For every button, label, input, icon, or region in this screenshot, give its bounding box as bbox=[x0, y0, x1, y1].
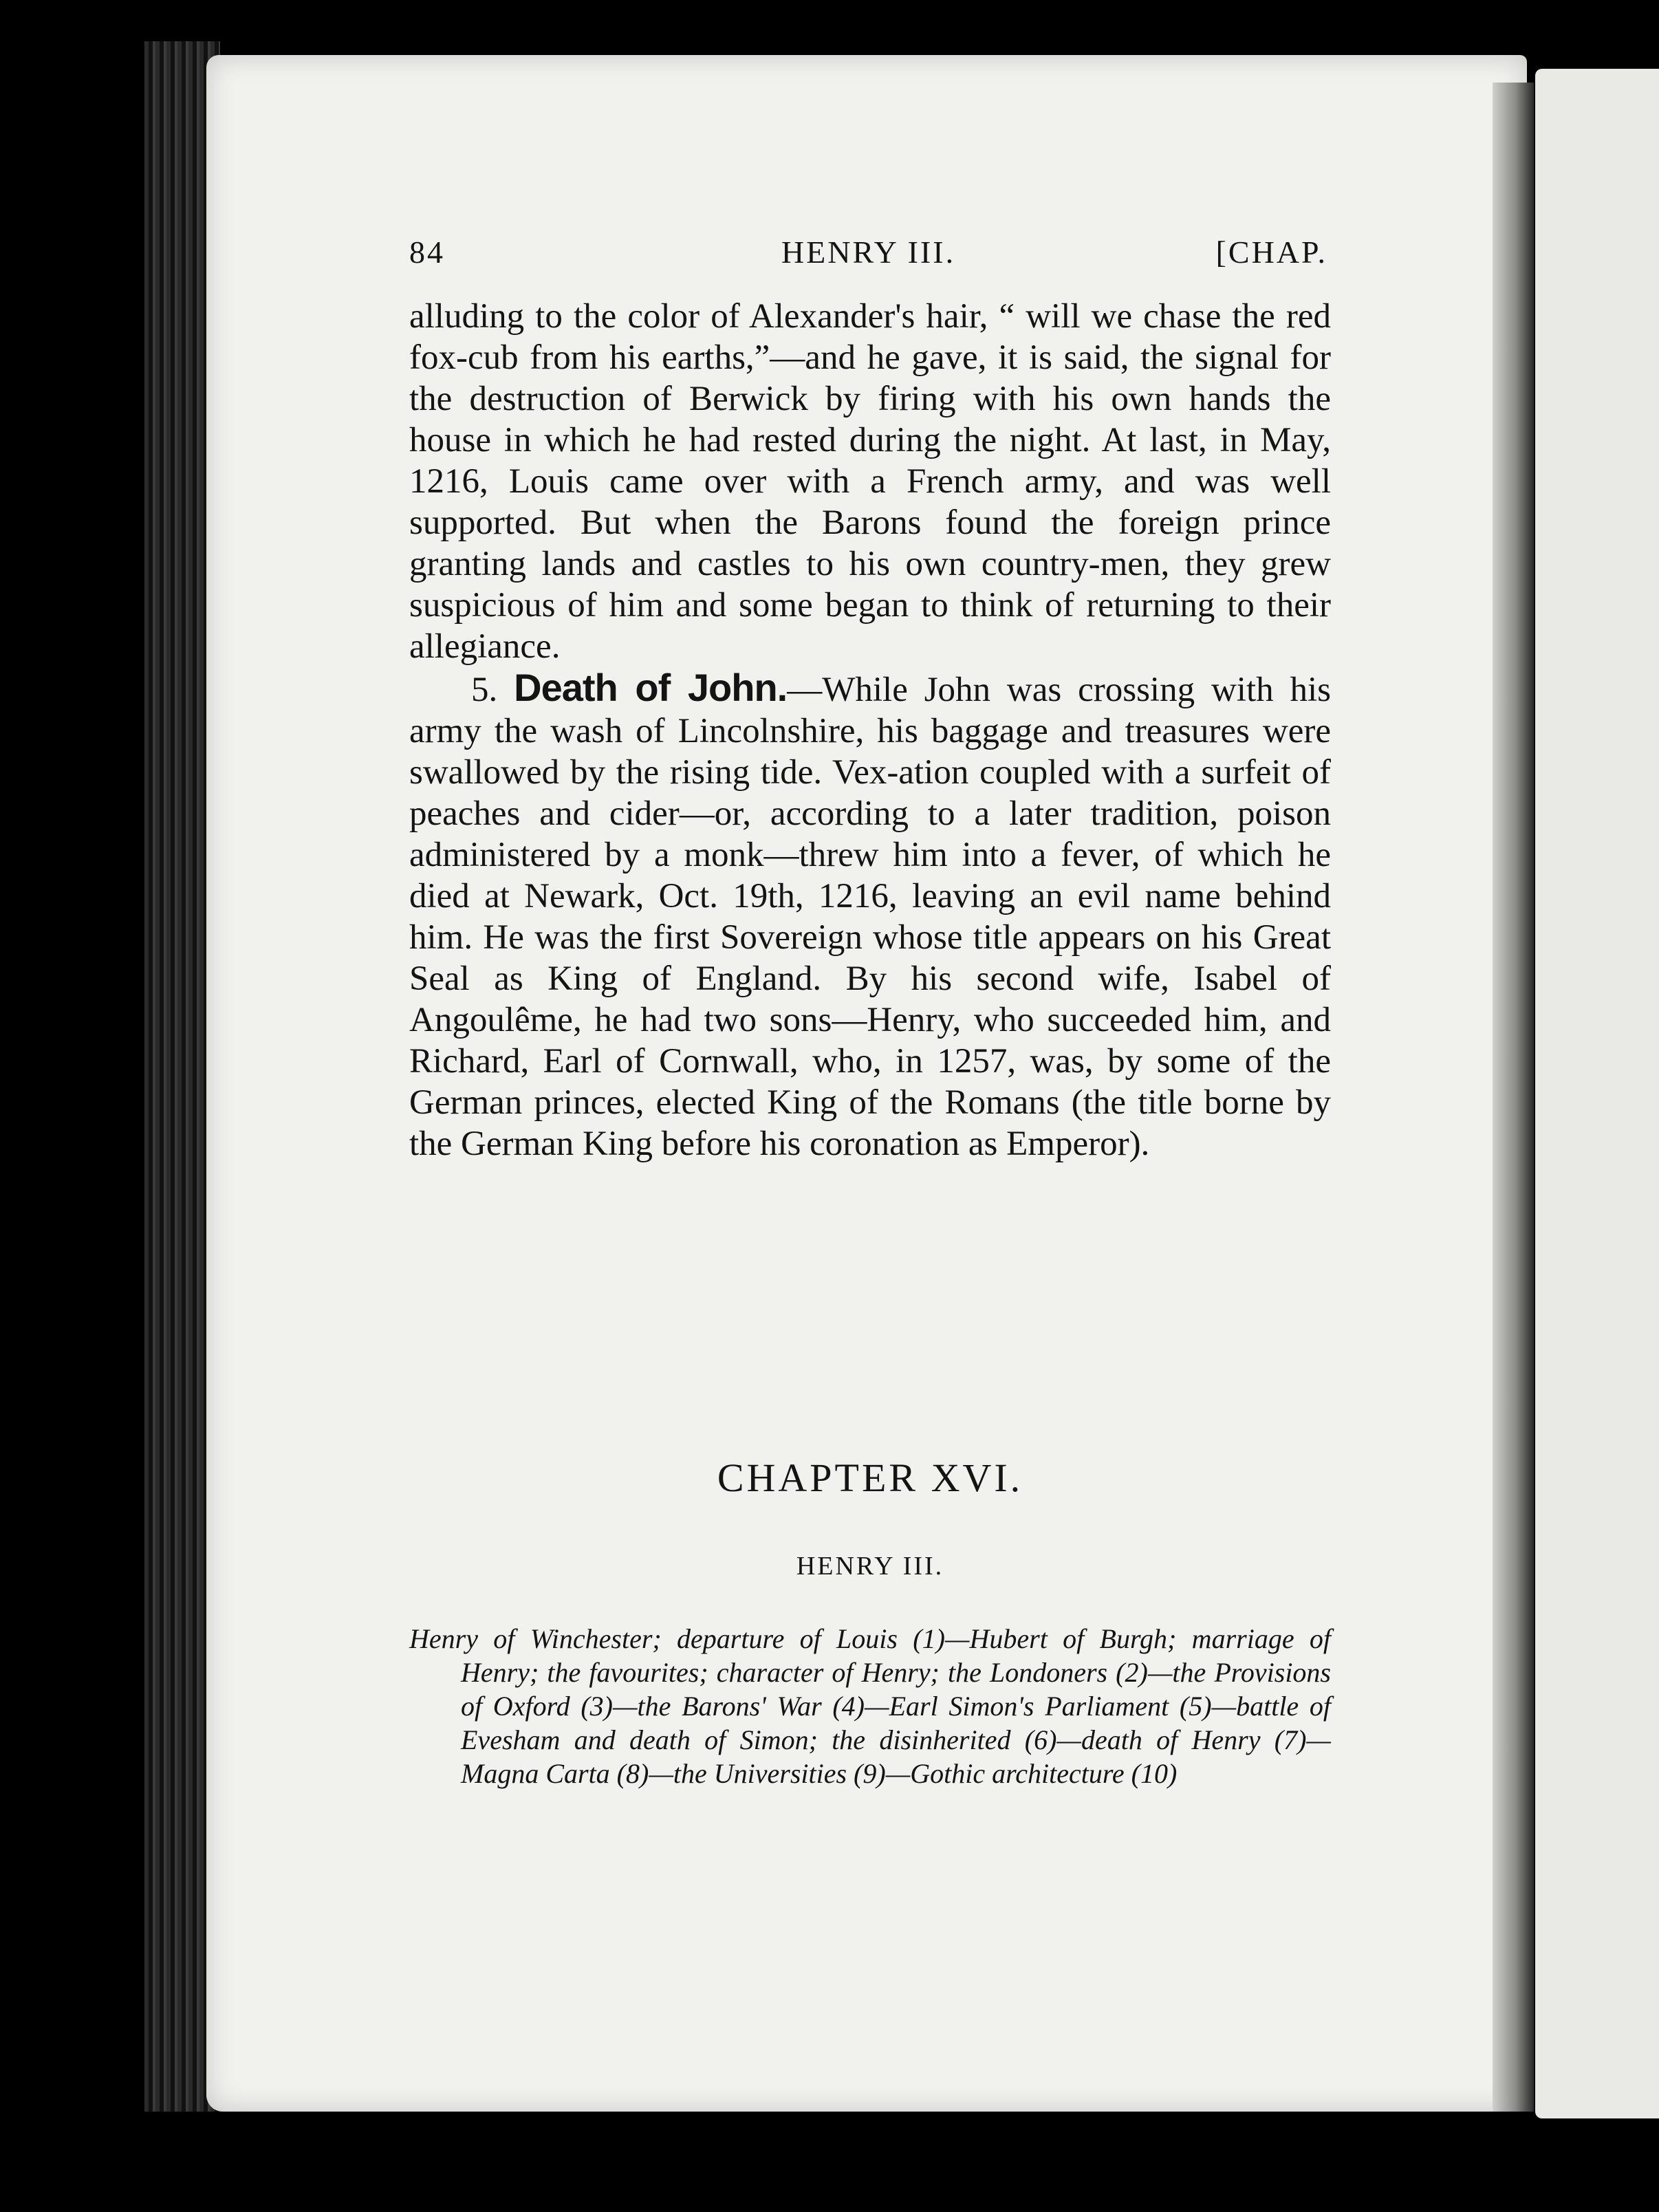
section-number: 5. bbox=[471, 671, 498, 709]
page-number: 84 bbox=[409, 235, 445, 270]
chapter-summary: Henry of Winchester; departure of Louis (1)—Hubert of Burgh; marriage of Henry; the favourites; character of Henry; the Londoners (2)—the Provisions of Oxford (3)—the Barons' War (4)—Earl Simon's Parliament (5)—battle of Evesham and death of Simon; the disinherited (6)—death of Henry (7)—Magna Carta (8)—the Universities (9)—Gothic architecture (10) bbox=[409, 1623, 1331, 1789]
section-heading: Death of John. bbox=[514, 666, 788, 709]
running-title: HENRY III. bbox=[781, 235, 956, 270]
chapter-title: CHAPTER XVI. bbox=[717, 1455, 1023, 1500]
paragraph-berwick: alluding to the color of Alexander's hair, “ will we chase the red fox-cub from his earths,”—and he gave, it is said, the signal for the destruction of Berwick by firing with his own hands the house in which he had rested during the night. At last, in May, 1216, Louis came over with a French army, and was well supported. But when the Barons found the foreign prince granting lands and castles to his own country-men, they grew suspicious of him and some began to think of returning to their allegiance. bbox=[409, 297, 1331, 666]
running-chapter-label: [CHAP. bbox=[1215, 235, 1327, 270]
body-text bbox=[409, 296, 1331, 1164]
facing-page-edge bbox=[1535, 69, 1659, 2118]
section-text: —While John was crossing with his army the wash of Lincolnshire, his baggage and treasures were swallowed by the rising tide. Vex-ation coupled with a surfeit of peaches and cider—or, according to a later tradition, poison administered by a monk—threw him into a fever, of which he died at Newark, Oct. 19th, 1216, leaving an evil name behind him. He was the first Sovereign whose title appears on his Great Seal as King of England. By his second wife, Isabel of Angoulême, he had two sons—Henry, who succeeded him, and Richard, Earl of Cornwall, who, in 1257, was, by some of the German princes, elected King of the Romans (the title borne by the German King before his coronation as Emperor). bbox=[409, 671, 1331, 1163]
paragraph-death-of-john bbox=[409, 667, 1331, 1164]
running-head bbox=[409, 234, 1327, 275]
page-gutter-shadow bbox=[1493, 83, 1534, 2112]
chapter-subtitle: HENRY III. bbox=[796, 1552, 944, 1581]
